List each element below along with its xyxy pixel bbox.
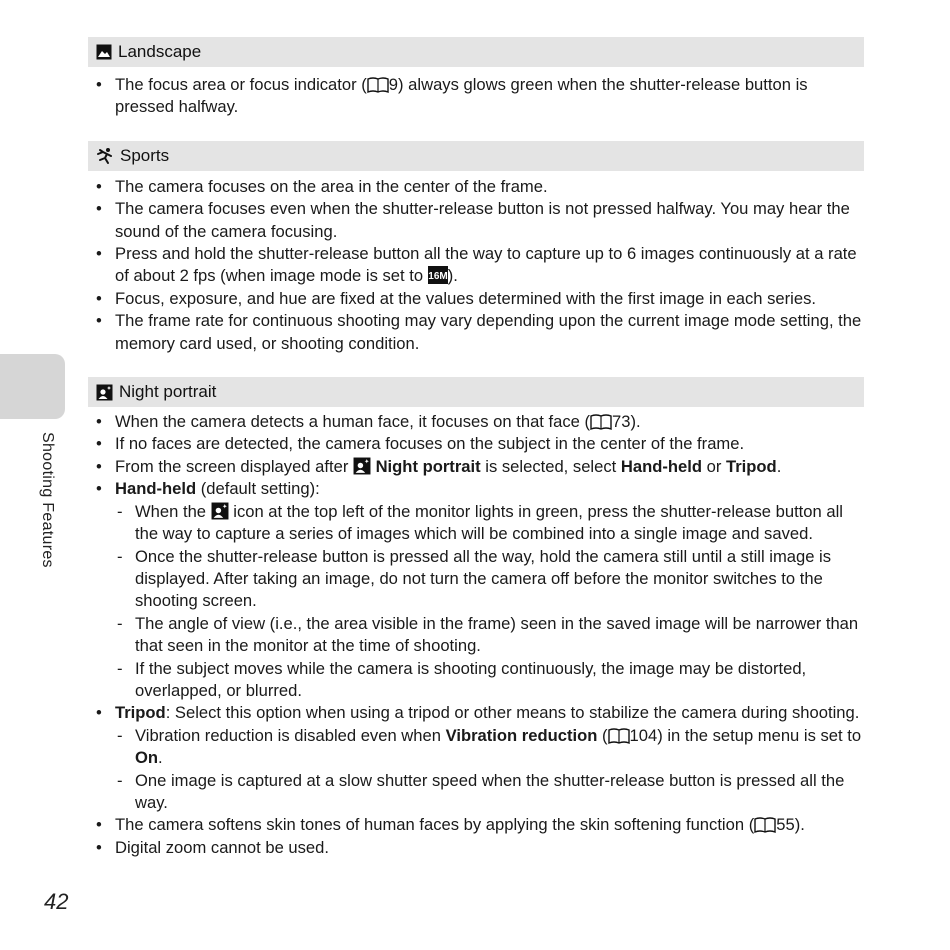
- list-item: • The focus area or focus indicator ( 9) always glows green when the shutter-release button is pressed halfway.: [88, 74, 864, 119]
- page-number: 42: [44, 889, 69, 914]
- chapter-tab: [0, 354, 65, 419]
- list-item: • The camera softens skin tones of human faces by applying the skin softening function ( 55).: [88, 814, 864, 836]
- sub-list-item: - When the icon at the top left of the monitor lights in green, press the shutter-release button all the way to capture a series of images which will be combined into a single image and saved.: [115, 501, 864, 546]
- sub-list-item: - Vibration reduction is disabled even when Vibration reduction ( 104) in the setup menu is set to On.: [115, 725, 864, 770]
- night-portrait-icon: [353, 457, 371, 475]
- night-portrait-icon: [96, 384, 113, 401]
- page-reference: 73: [612, 412, 631, 432]
- book-reference-icon: [608, 728, 630, 744]
- image-mode-16m-icon: [428, 266, 448, 284]
- list-item: • If no faces are detected, the camera focuses on the subject in the center of the frame.: [88, 433, 864, 455]
- night-portrait-title: Night portrait: [119, 382, 217, 402]
- sports-bullets: [88, 176, 864, 355]
- page-reference: 104: [629, 725, 658, 745]
- page-reference: 9: [388, 75, 399, 94]
- sub-list-item: - One image is captured at a slow shutter speed when the shutter-release button is pressed all the way.: [115, 770, 864, 815]
- page-content: [88, 37, 864, 859]
- landscape-title: Landscape: [118, 42, 202, 61]
- sports-title: Sports: [120, 145, 170, 165]
- sub-list-item: - Once the shutter-release button is pressed all the way, hold the camera still until a still image is displayed. After taking an image, do not turn the camera off before the monitor switches to the shooting screen.: [115, 546, 864, 613]
- night-portrait-icon: [211, 502, 229, 520]
- svg-text:16M: 16M: [427, 271, 448, 283]
- landscape-section-header: [88, 37, 864, 67]
- book-reference-icon: [367, 77, 389, 93]
- landscape-bullets: [88, 74, 864, 119]
- list-item: • From the screen displayed after Night portrait is selected, select Hand-held or Tripod.: [88, 456, 864, 478]
- tripod-sublist: [115, 725, 864, 815]
- book-reference-icon: [754, 817, 776, 833]
- landscape-mode-icon: [96, 44, 112, 60]
- list-item: • Tripod: Select this option when using a tripod or other means to stabilize the camera during shooting. - Vibration reduction is disabled even when Vibration reduction ( 104) in the setup menu is set to On. - One image is captured at a slow shutter speed when the shutter-release button is pressed all the way.: [88, 702, 864, 814]
- hand-held-sublist: [115, 501, 864, 703]
- list-item: • Focus, exposure, and hue are fixed at the values determined with the first image in each series.: [88, 288, 864, 310]
- list-item: • The camera focuses on the area in the center of the frame.: [88, 176, 864, 198]
- sports-mode-icon: [96, 147, 114, 165]
- book-reference-icon: [590, 414, 612, 430]
- list-item: • Press and hold the shutter-release button all the way to capture up to 6 images continuously at a rate of about 2 fps (when image mode is set to 16M ).: [88, 243, 864, 288]
- list-item: • Digital zoom cannot be used.: [88, 837, 864, 859]
- night-portrait-bullets: [88, 411, 864, 859]
- list-item: • Hand-held (default setting): - When the icon at the top left of the monitor lights in green, press the shutter-release button all the way to capture a series of images which will be combined into a single image and saved. - Once the shutter-release button is pressed all the way, hold the camera still until a still image is displayed. After taking an image, do not turn the camera off before the monitor switches to the shooting screen. - The angle of view (i.e., the area visible in the frame) seen in the saved image will be narrower than that seen in the monitor at the time of shooting. - If the subject moves while the camera is shooting continuously, the image may be distorted, overlapped, or blurred.: [88, 478, 864, 702]
- sub-list-item: - The angle of view (i.e., the area visible in the frame) seen in the saved image will be narrower than that seen in the monitor at the time of shooting.: [115, 613, 864, 658]
- sports-section-header: [88, 141, 864, 171]
- chapter-label: Shooting Features: [39, 432, 56, 568]
- page-reference: 55: [776, 815, 795, 835]
- list-item: • The camera focuses even when the shutter-release button is not pressed halfway. You may hear the sound of the camera focusing.: [88, 198, 864, 243]
- sub-list-item: - If the subject moves while the camera is shooting continuously, the image may be distorted, overlapped, or blurred.: [115, 658, 864, 703]
- list-item: • When the camera detects a human face, it focuses on that face ( 73).: [88, 411, 864, 433]
- list-item: • The frame rate for continuous shooting may vary depending upon the current image mode setting, the memory card used, or shooting condition.: [88, 310, 864, 355]
- night-portrait-section-header: [88, 377, 864, 407]
